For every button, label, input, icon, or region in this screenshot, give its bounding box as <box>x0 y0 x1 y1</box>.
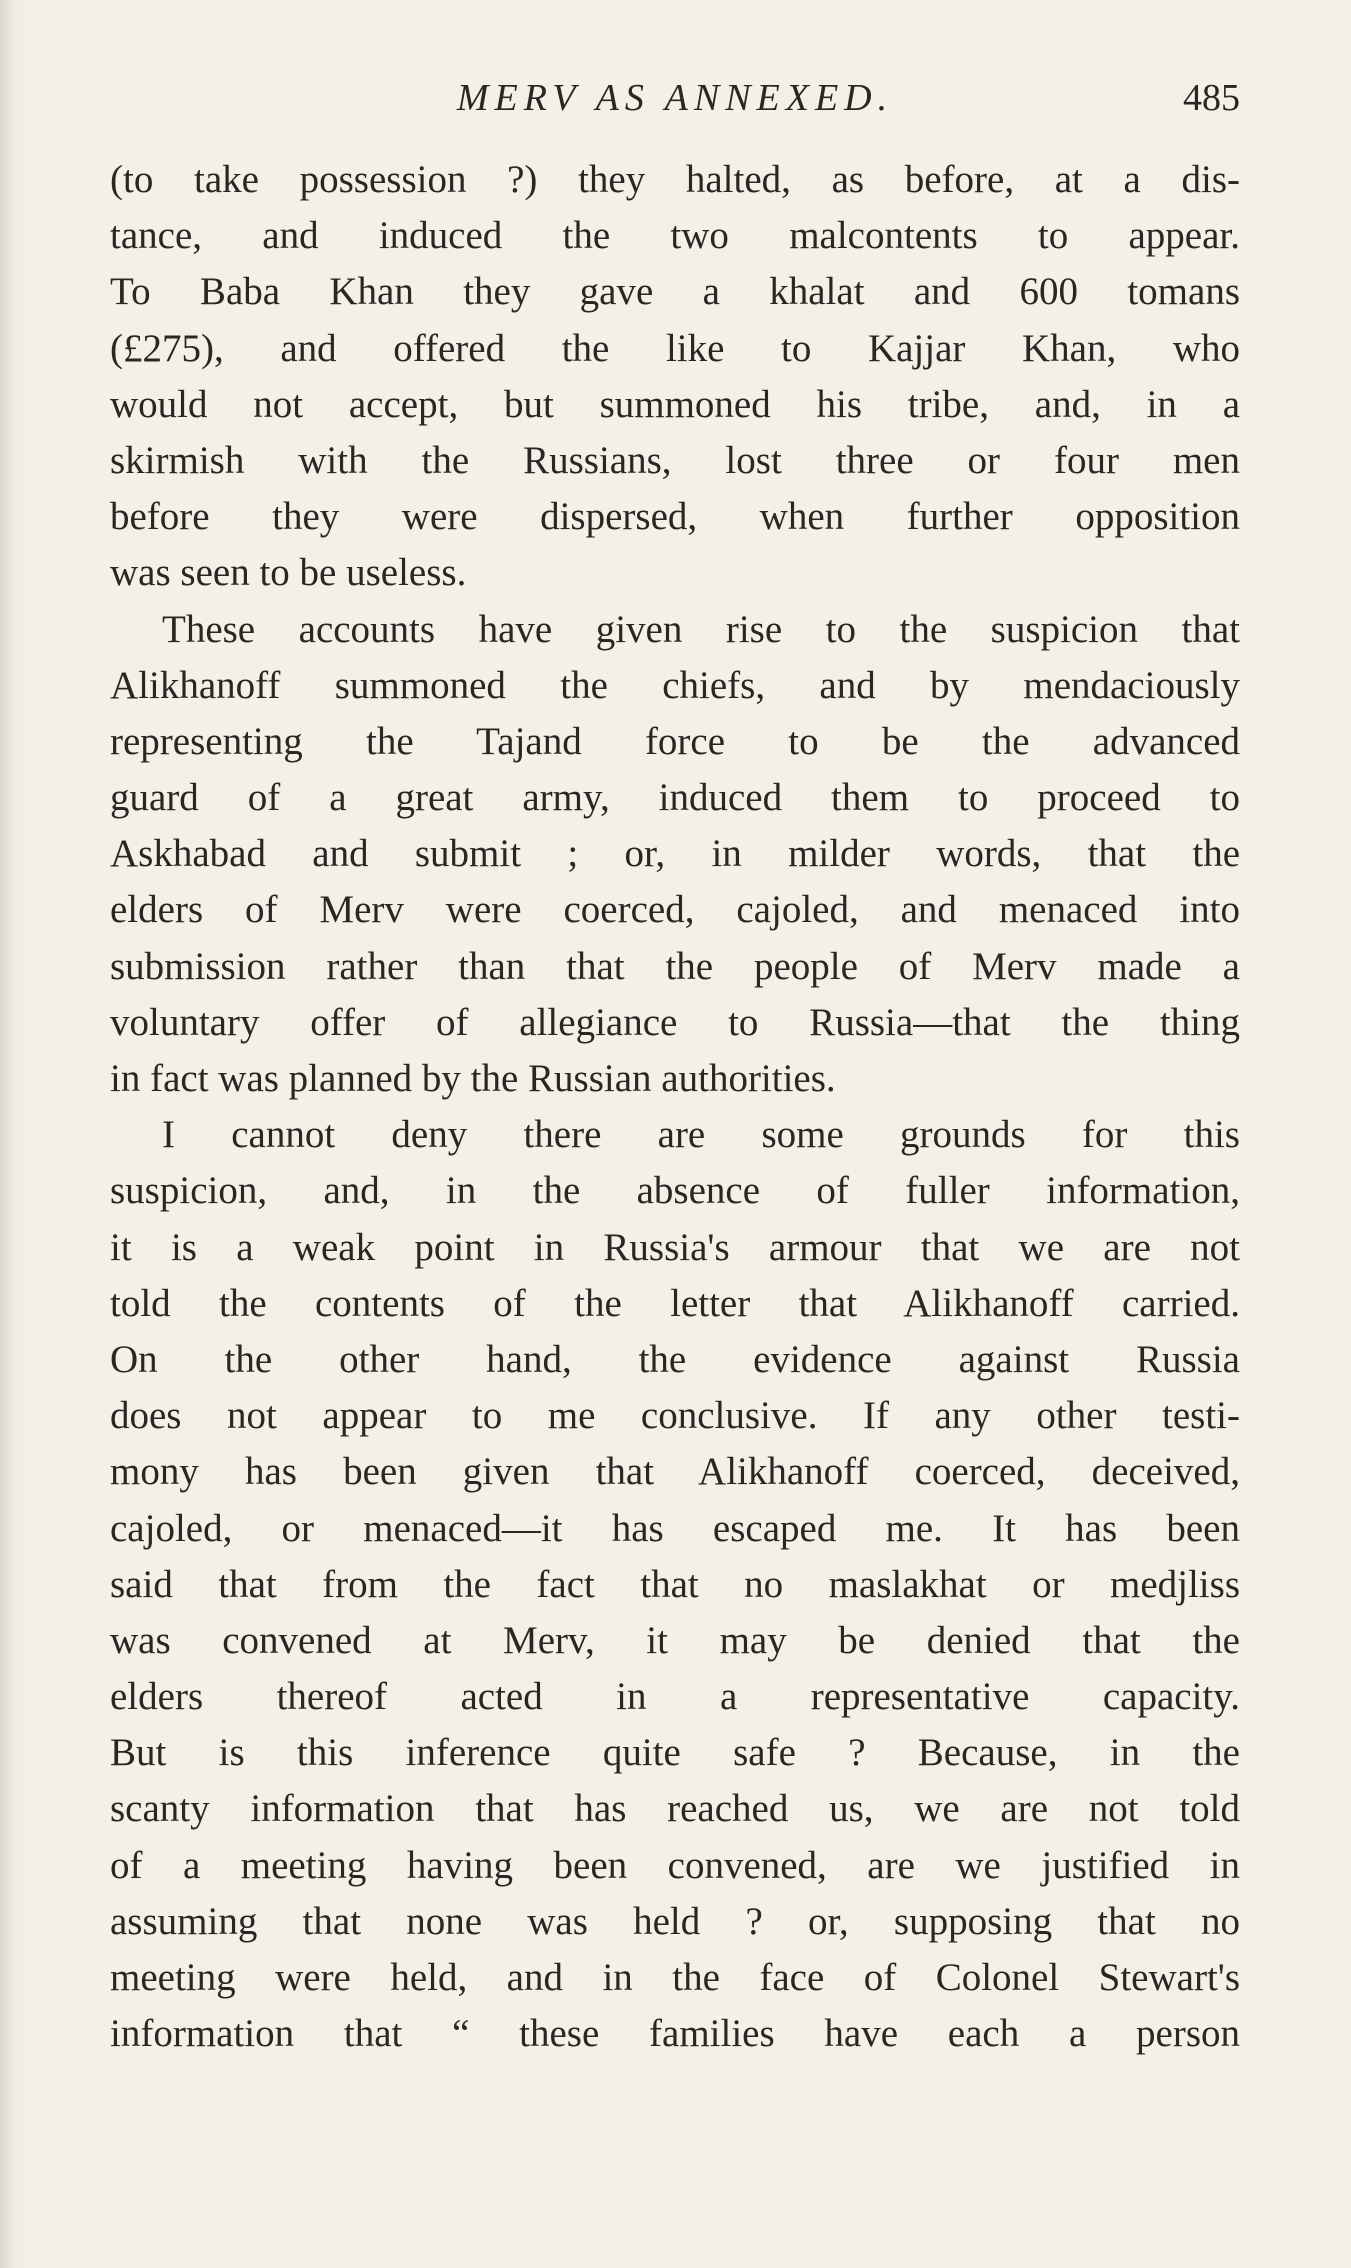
text-line: would not accept, but summoned his tribe, and, in a <box>110 382 1240 426</box>
text-line: tance, and induced the two malcontents to appear. <box>110 214 1240 258</box>
text-line: representing the Tajand force to be the advanced <box>110 719 1240 763</box>
text-line: voluntary offer of allegiance to Russia—that the thing <box>110 1000 1240 1044</box>
text-line: submission rather than that the people of Merv made a <box>110 944 1240 988</box>
text-line: cajoled, or menaced—it has escaped me. It has been <box>110 1506 1240 1550</box>
text-line: Alikhanoff summoned the chiefs, and by mendaciously <box>110 663 1240 707</box>
text-line: assuming that none was held ? or, supposing that no <box>110 1899 1240 1943</box>
text-line: before they were dispersed, when further opposition <box>110 495 1240 539</box>
text-line: But is this inference quite safe ? Because, in the <box>110 1731 1240 1775</box>
running-title: MERV AS ANNEXED. <box>456 77 894 119</box>
text-line: scanty information that has reached us, we are not told <box>110 1787 1240 1831</box>
text-line: skirmish with the Russians, lost three or four men <box>110 438 1240 482</box>
page-header <box>110 76 1240 136</box>
text-line: mony has been given that Alikhanoff coerced, deceived, <box>110 1450 1240 1494</box>
text-line: told the contents of the letter that Alikhanoff carried. <box>110 1281 1240 1325</box>
text-line: was seen to be useless. <box>110 551 467 595</box>
text-line: (£275), and offered the like to Kajjar Khan, who <box>110 326 1240 370</box>
text-line: To Baba Khan they gave a khalat and 600 tomans <box>110 270 1240 314</box>
text-line: was convened at Merv, it may be denied that the <box>110 1618 1240 1662</box>
text-line: (to take possession ?) they halted, as before, at a dis- <box>110 158 1240 201</box>
text-line: said that from the fact that no maslakhat or medjliss <box>110 1562 1240 1606</box>
text-line: meeting were held, and in the face of Colonel Stewart's <box>110 1956 1240 1999</box>
text-line: elders of Merv were coerced, cajoled, and menaced into <box>110 888 1240 932</box>
text-line: elders thereof acted in a representative capacity. <box>110 1675 1240 1719</box>
text-line: suspicion, and, in the absence of fuller information, <box>110 1169 1240 1213</box>
body-text <box>110 152 1240 2062</box>
text-line: does not appear to me conclusive. If any other testi- <box>110 1394 1240 1438</box>
page-number: 485 <box>1183 77 1240 119</box>
paragraph-start-line: These accounts have given rise to the suspicion that <box>162 607 1240 651</box>
text-line: On the other hand, the evidence against Russia <box>110 1337 1240 1381</box>
text-line: in fact was planned by the Russian authorities. <box>110 1057 836 1100</box>
paragraph-start-line: I cannot deny there are some grounds for this <box>162 1113 1240 1157</box>
text-line: guard of a great army, induced them to proceed to <box>110 776 1240 820</box>
text-line: it is a weak point in Russia's armour that we are not <box>110 1225 1240 1269</box>
text-line: of a meeting having been convened, are we justified in <box>110 1843 1240 1887</box>
text-line: information that “ these families have each a person <box>110 2012 1240 2056</box>
text-line: Askhabad and submit ; or, in milder words, that the <box>110 832 1240 876</box>
